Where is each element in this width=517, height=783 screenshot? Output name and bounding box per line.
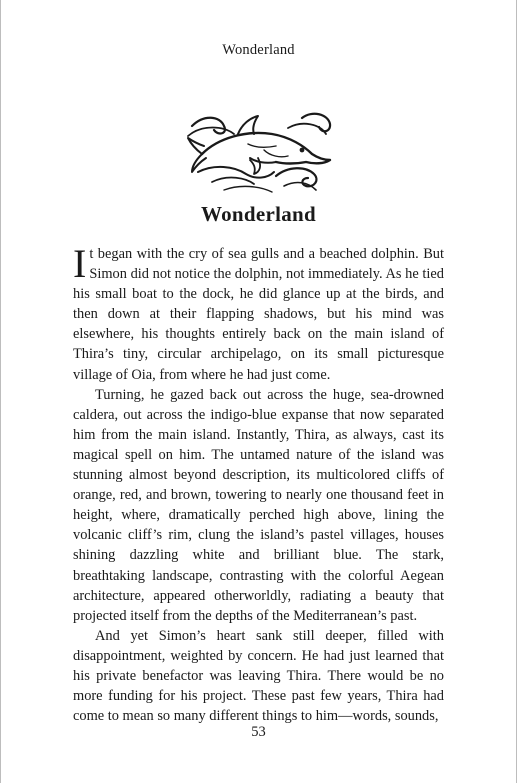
chapter-title: Wonderland <box>200 202 317 226</box>
paragraph: Turning, he gazed back out across the huge, sea-drowned caldera, out across the indigo-blue expanse that now separated him from the main island. Instantly, Thira, as always, cast its magical spell on him. The untamed nature of the island was stunning almost beyond description, its multicolored cliffs of orange, red, and brown, towering to nearly one thousand feet in height, where, dramatically perched high above, lining the volcanic cliff’s rim, clung the island’s pastel villages, houses shining dazzling white and brilliant blue. The stark, breathtaking landscape, contrasting with the colorful Aegean architecture, appeared otherworldly, radiating a beauty that projected itself from the depths of the Mediterranean’s past. <box>73 386 444 624</box>
running-header: Wonderland <box>222 42 295 58</box>
paragraph-text: t began with the cry of sea gulls and a beached dolphin. But Simon did not notice the dolphin, not immediately. As he tied his small boat to the dock, he did glance up at the birds, and then down at their flapping shadows, but his mind was elsewhere, his thoughts entirely back on the main island of Thira’s tiny, circular archipelago, on its small picturesque village of Oia, from where he had just come. <box>73 246 444 383</box>
page-number: 53 <box>251 724 266 740</box>
paragraph <box>73 241 444 385</box>
chapter-body <box>73 241 444 726</box>
paragraph: And yet Simon’s heart sank still deeper, filled with disappointment, weighted by concern. He had just learned that his private benefactor was leaving Thira. There would be no more funding for his project. These past few years, Thira had come to mean so many different things to him—words, sounds, <box>73 627 444 725</box>
drop-cap: I <box>73 241 87 286</box>
dolphin-waves-icon <box>184 108 334 194</box>
